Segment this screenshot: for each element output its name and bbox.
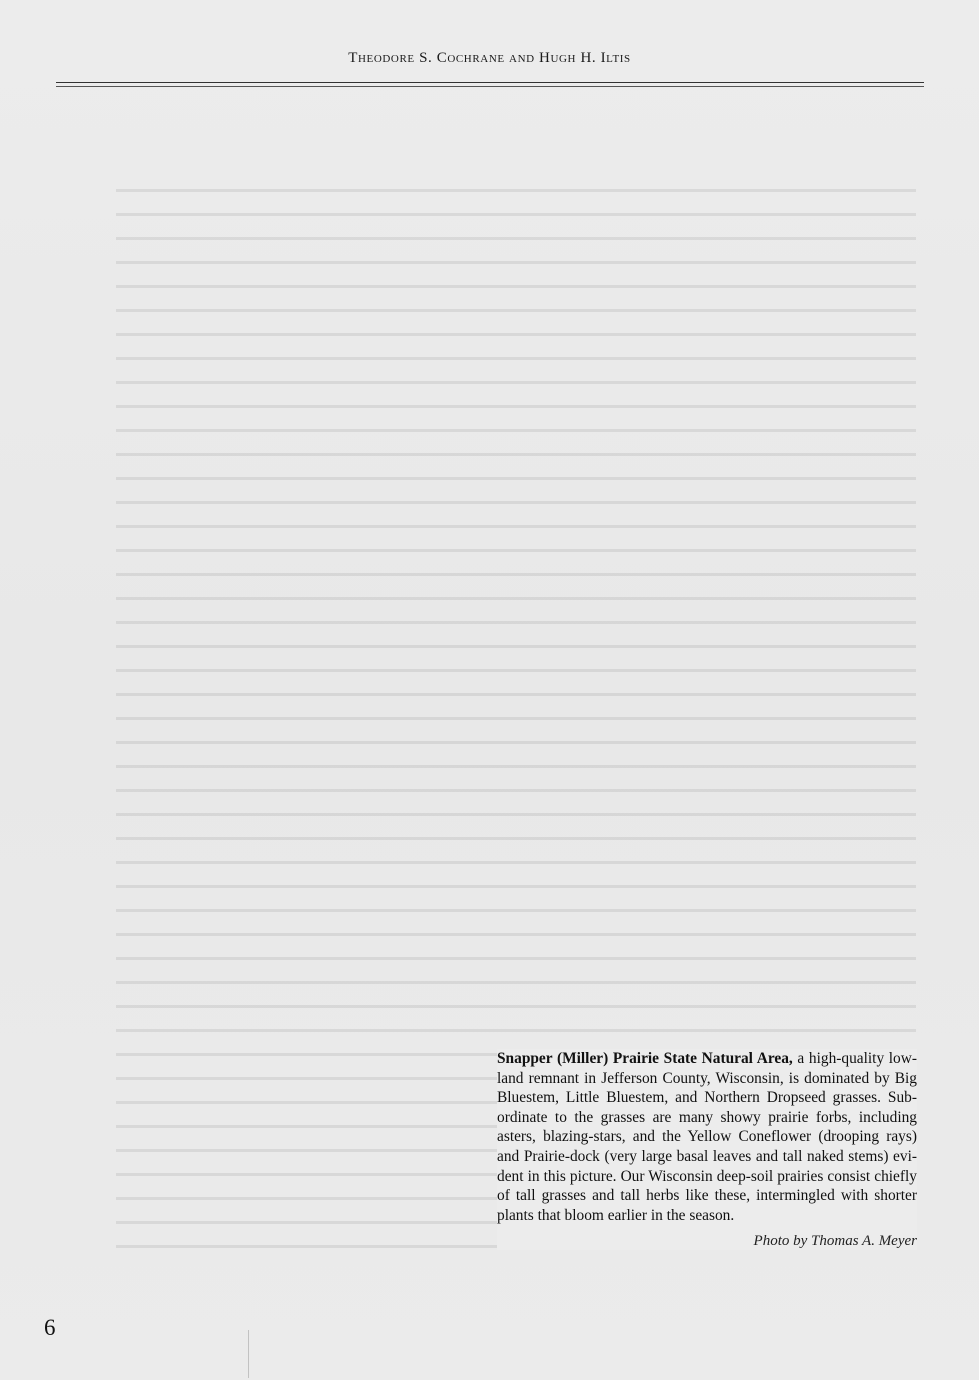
caption-body: a high-quality low-land remnant in Jefferson County, Wisconsin, is dominated by Big Bluestem, Little Bluestem, and Northern Dropseed grasses. Sub-ordinate to the grasses are many showy prairie forbs, including asters, blazing-stars, and the Yellow Coneflower (drooping rays) and Prairie-dock (very large basal leaves and tall naked stems) evi-dent in this picture. Our Wisconsin deep-soil prairies consist chiefly of tall grasses and tall herbs like these, intermingled with shorter plants that bloom earlier in the season.: [497, 1050, 917, 1224]
running-head: Theodore S. Cochrane and Hugh H. Iltis: [348, 50, 631, 66]
page-number: 6: [44, 1315, 56, 1340]
photo-caption: [497, 1049, 917, 1250]
header-rule: [56, 82, 924, 87]
scan-mark: [248, 1330, 249, 1378]
photo-credit: Photo by Thomas A. Meyer: [753, 1233, 917, 1250]
caption-lead: Snapper (Miller) Prairie State Natural Area,: [497, 1050, 793, 1067]
caption-text: [497, 1049, 917, 1225]
